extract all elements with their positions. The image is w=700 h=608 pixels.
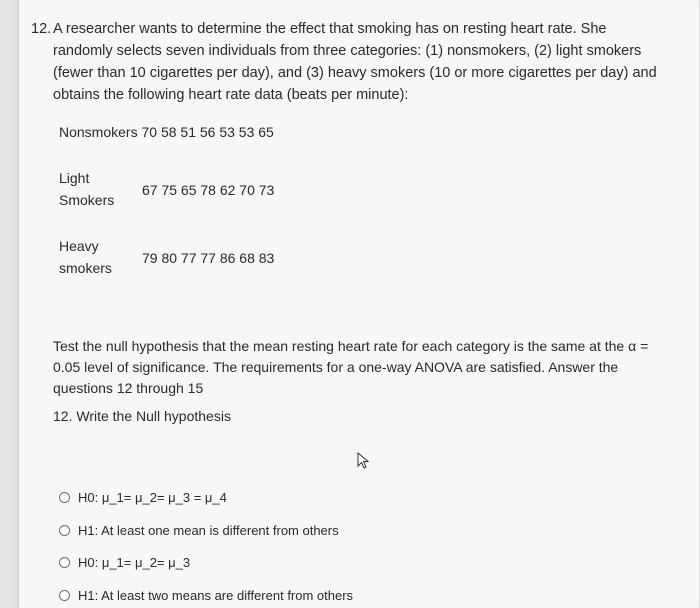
- radio-button-1[interactable]: [59, 492, 70, 503]
- nonsmokers-values: 70 58 51 56 53 53 65: [141, 124, 274, 140]
- answer-option-3-label: H0: μ_1= μ_2= μ_3: [78, 555, 191, 570]
- answer-option-1-label: H0: μ_1= μ_2= μ_3 = μ_4: [78, 490, 227, 505]
- light-smokers-values: 67 75 65 78 62 70 73: [142, 182, 275, 198]
- answer-option-2-label: H1: At least one mean is different from others: [78, 523, 339, 538]
- radio-button-3[interactable]: [59, 557, 70, 568]
- answer-option-4-label: H1: At least two means are different from others: [78, 588, 354, 603]
- answer-option-2[interactable]: [59, 523, 339, 538]
- question-number: 12.: [31, 21, 52, 37]
- light-smokers-label-line2: Smokers: [59, 192, 115, 208]
- sub-question-title: 12. Write the Null hypothesis: [53, 408, 231, 424]
- question-card: [18, 0, 699, 608]
- test-instructions: Test the null hypothesis that the mean resting heart rate for each category is the same at the α = 0.05 level of significance. The requirements for a one-way ANOVA are satisfied. Answer the questions 12 through 15: [53, 338, 649, 396]
- radio-button-4[interactable]: [59, 590, 70, 601]
- mouse-cursor-icon: [357, 452, 371, 470]
- nonsmokers-row: [59, 124, 274, 140]
- light-smokers-label-line1: Light: [59, 170, 90, 186]
- heavy-smokers-label: [59, 235, 112, 279]
- heavy-smokers-label-line1: Heavy: [59, 238, 99, 254]
- answer-option-1[interactable]: [59, 490, 227, 505]
- heavy-smokers-label-line2: smokers: [59, 260, 112, 276]
- heavy-smokers-values: 79 80 77 77 86 68 83: [142, 250, 275, 266]
- answer-option-3[interactable]: [59, 555, 190, 570]
- nonsmokers-label: Nonsmokers: [59, 124, 138, 140]
- light-smokers-label: [59, 167, 114, 211]
- question-intro: [31, 18, 663, 106]
- question-intro-text: A researcher wants to determine the effect that smoking has on resting heart rate. She randomly selects seven individuals from three categories: (1) nonsmokers, (2) light smokers (fewer than 10 cigarettes per day), and (3) heavy smokers (10 or more cigarettes per day) and obtains the following heart rate data (beats per minute):: [53, 21, 657, 103]
- radio-button-2[interactable]: [59, 525, 70, 536]
- answer-option-4[interactable]: [59, 588, 353, 603]
